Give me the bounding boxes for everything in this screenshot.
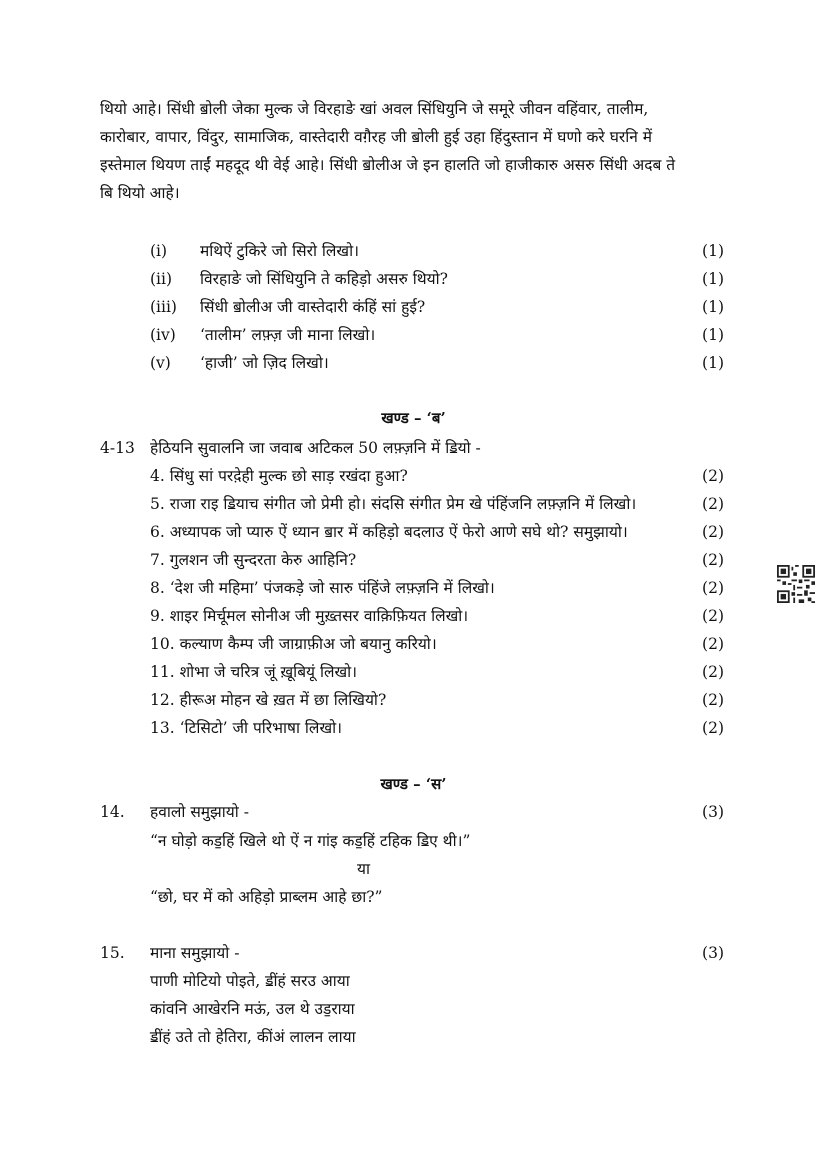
poem-line: पाणी मोटियो पोइते, ॾींहं सरउ आया: [150, 972, 350, 990]
passage: [100, 95, 728, 207]
question-row: [0, 490, 827, 518]
question-text: 8. ‘देश जी महिमा’ पंजकड़े जो सारु पंहिंजे लफ़्ज़नि में लिखो।: [150, 579, 495, 597]
sub-question-text: ‘हाजी’ जो ज़िद लिखो।: [200, 354, 329, 372]
section-b-instruction-row: [0, 434, 827, 462]
question-text: 9. शाइर मिर्चूमल सोनीअ जी मुख़्तसर वाक़िफ़ियत लिखो।: [150, 607, 469, 625]
question-row: [0, 714, 827, 742]
question-row: [0, 574, 827, 602]
poem-line: ॾींहं उते तो हेतिरा, कींअं लालन लाया: [150, 1028, 356, 1046]
question-text: 7. गुलशन जी सुन्दरता केरु आहिनि?: [150, 551, 357, 569]
section-c-heading: खण्ड – ‘स’: [380, 775, 447, 793]
marks: (2): [702, 495, 724, 513]
question-instruction: हवालो समुझायो -: [150, 803, 249, 821]
question-text: 13. ‘टिसिटो’ जी परिभाषा लिखो।: [150, 719, 343, 737]
marks: (2): [702, 523, 724, 541]
sub-question-number: (v): [150, 354, 171, 372]
sub-question-text: मथिऐं टुकिरे जो सिरो लिखो।: [200, 242, 359, 260]
poem-line-row: [0, 1023, 827, 1051]
poem-line-row: [0, 967, 827, 995]
sub-question-text: विरहाङे जो सिंधियुनि ते कहिड़ो असरु थियो?: [200, 270, 448, 288]
question-14-header: [0, 798, 827, 826]
question-row: [0, 518, 827, 546]
question-number: 14.: [100, 803, 125, 821]
question-row: [0, 462, 827, 490]
sub-question: [0, 265, 827, 293]
sub-question-text: ‘तालीम’ लफ़्ज़ जी माना लिखो।: [200, 326, 376, 344]
section-b-instruction: हेठियनि सुवालनि जा जवाब अटिकल 50 लफ़्ज़नि में ॾियो -: [150, 439, 481, 457]
qr-code-icon: [777, 565, 815, 603]
quote-text: “छो, घर में को अहिड़ो प्राब्लम आहे छा?”: [150, 888, 383, 906]
question-row: [0, 686, 827, 714]
question-text: 10. कल्याण कैम्प जी जाग्राफ़ीअ जो बयानु करियो।: [150, 635, 437, 653]
sub-question: [0, 349, 827, 377]
marks: (2): [702, 691, 724, 709]
quote-row: [0, 827, 827, 855]
sub-question-number: (iii): [150, 298, 177, 316]
marks: (1): [702, 298, 724, 316]
question-15-header: [0, 939, 827, 967]
sub-question: [0, 293, 827, 321]
marks: (2): [702, 663, 724, 681]
marks: (2): [702, 719, 724, 737]
passage-line: इस्तेमाल थियण ताईं महदूद थी वेई आहे। सिंधी ॿोलीअ जे इन हालति जो हाजीकारु असरु सिंधी अदब ते: [100, 156, 676, 174]
marks: (2): [702, 635, 724, 653]
passage-line: बि थियो आहे।: [100, 184, 180, 202]
sub-question-number: (ii): [150, 270, 173, 288]
quote-text: “न घोड़ो कड॒हिं खिले थो ऐं न गांइ कड॒हिं टहिक ॾिए थी।”: [150, 832, 471, 850]
question-row: [0, 630, 827, 658]
sub-question: [0, 321, 827, 349]
marks: (2): [702, 607, 724, 625]
marks: (3): [702, 803, 724, 821]
question-row: [0, 658, 827, 686]
marks: (1): [702, 326, 724, 344]
marks: (2): [702, 579, 724, 597]
question-text: 6. अध्यापक जो प्यारु ऐं ध्यान ॿार में कहिड़ो बदलाउ ऐं फेरो आणे सघे थो? समुझायो।: [150, 523, 628, 541]
passage-line: थियो आहे। सिंधी ॿोली जेका मुल्क जे विरहाङे खां अवल सिंधियुनि जे समूरे जीवन वहिंवार, तालीम,: [100, 100, 649, 118]
question-text: 12. हीरूअ मोहन खे ख़त में छा लिखियो?: [150, 691, 387, 709]
marks: (2): [702, 551, 724, 569]
question-number: 15.: [100, 944, 125, 962]
question-instruction: माना समुझायो -: [150, 944, 240, 962]
marks: (1): [702, 242, 724, 260]
sub-question-number: (iv): [150, 326, 176, 344]
marks: (1): [702, 270, 724, 288]
sub-question-text: सिंधी ॿोलीअ जी वास्तेदारी कंहिं सां हुई?: [200, 298, 426, 316]
marks: (1): [702, 354, 724, 372]
or-separator: [0, 855, 727, 883]
question-range: 4-13: [100, 439, 135, 457]
marks: (3): [702, 944, 724, 962]
question-text: 5. राजा राइ ॾियाच संगीत जो प्रेमी हो। संदसि संगीत प्रेम खे पंहिंजनि लफ़्ज़नि में लिखो।: [150, 495, 637, 513]
question-text: 4. सिंधु सां परदे़ही मुल्क छो साड़ रखंदा हुआ?: [150, 467, 408, 485]
marks: (2): [702, 467, 724, 485]
question-text: 11. शोभा जे चरित्र जूं ख़ूबियूं लिखो।: [150, 663, 358, 681]
poem-line-row: [0, 995, 827, 1023]
question-row: [0, 602, 827, 630]
sub-question-number: (i): [150, 242, 168, 260]
sub-question: [0, 237, 827, 265]
poem-line: कांवनि आखेरनि मऊं, उल थे उड॒राया: [150, 1000, 355, 1018]
passage-line: कारोबार, वापार, विंदुर, सामाजिक, वास्तेदारी वग़ैरह जी ॿोली हुई उहा हिंदुस्तान में घणो करे घरनि में: [100, 128, 653, 146]
question-row: [0, 546, 827, 574]
section-b-heading: खण्ड – ‘ब’: [381, 409, 446, 427]
quote-row: [0, 883, 827, 911]
or-text: या: [356, 860, 370, 878]
